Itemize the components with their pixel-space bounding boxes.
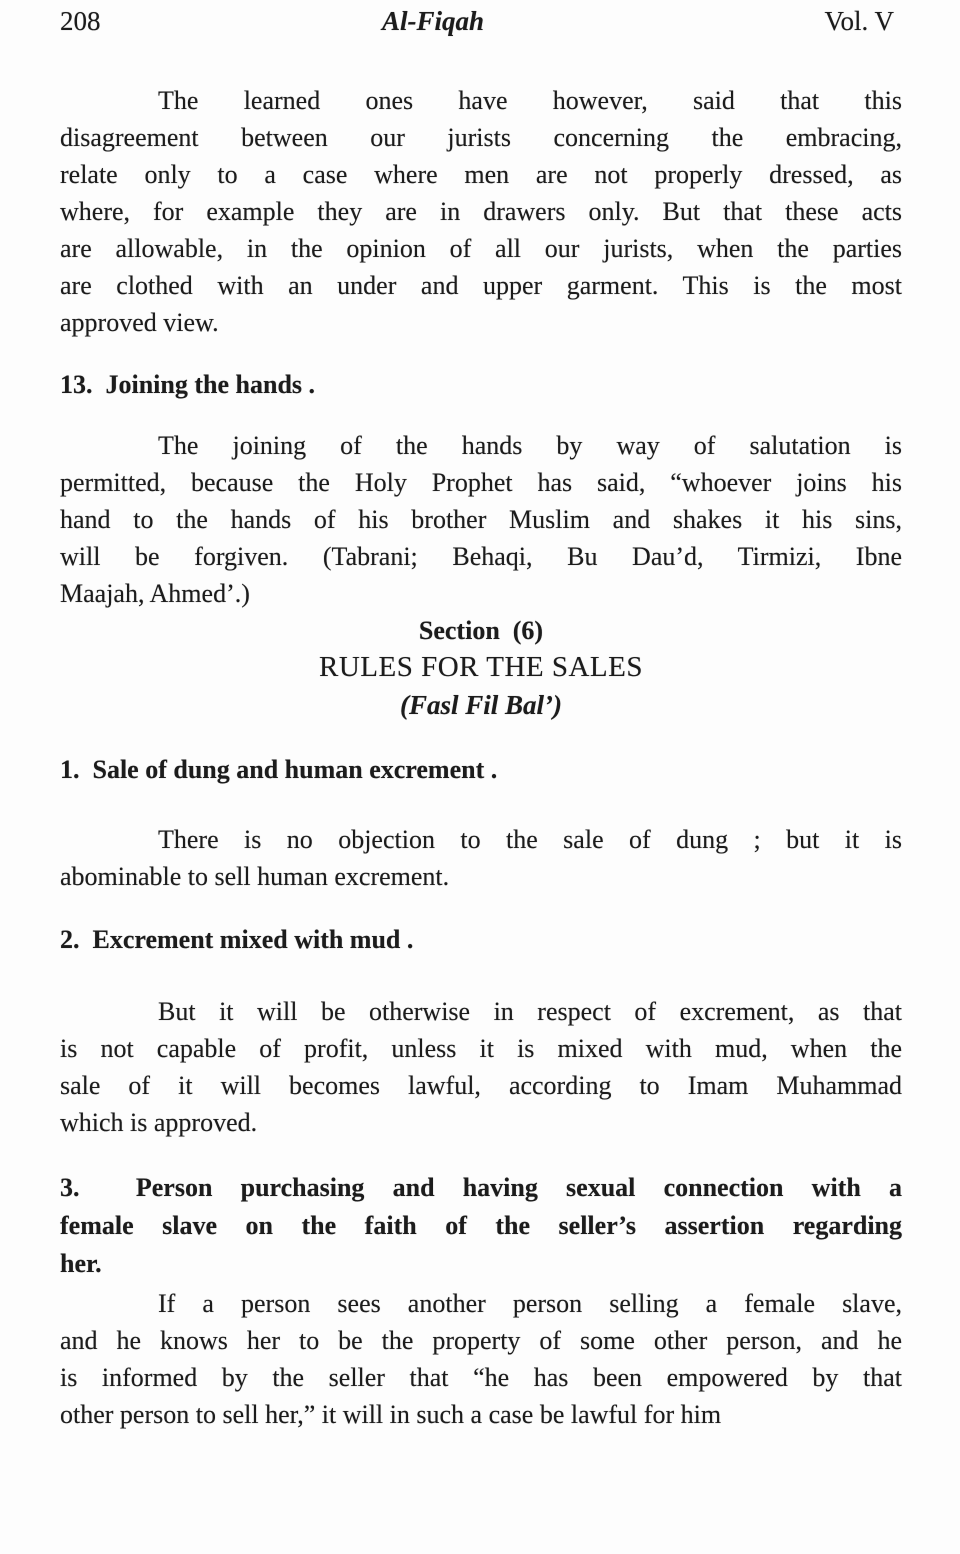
- text-line: will be forgiven. (Tabrani; Behaqi, Bu Dau’d, Tirmizi, Ibne: [60, 542, 902, 571]
- paragraph-joining-hands: [60, 427, 902, 612]
- section-heading-block: [60, 612, 902, 725]
- text-line: other person to sell her,” it will in such a case be lawful for him: [60, 1400, 722, 1429]
- text-line: hand to the hands of his brother Muslim and shakes it his sins,: [60, 505, 902, 534]
- section-title: RULES FOR THE SALES: [319, 651, 643, 683]
- running-title: Al-Fiqah: [381, 6, 485, 36]
- section-number: Section (6): [418, 616, 544, 645]
- heading-joining-hands: 13. Joining the hands .: [60, 370, 316, 399]
- text-line: female slave on the faith of the seller’s assertion regarding: [60, 1211, 902, 1240]
- text-line: approved view.: [60, 308, 219, 337]
- text-line: are clothed with an under and upper garment. This is the most: [60, 271, 902, 300]
- text-line: The joining of the hands by way of salutation is: [158, 431, 902, 460]
- text-line: which is approved.: [60, 1108, 258, 1137]
- paragraph-sale-of-dung: [60, 821, 902, 895]
- paragraph-person-purchasing: [60, 1285, 902, 1433]
- heading-excrement-mud: 2. Excrement mixed with mud .: [60, 925, 414, 954]
- text-line: But it will be otherwise in respect of excrement, as that: [158, 997, 902, 1026]
- page-header: [60, 6, 902, 36]
- text-line: is informed by the seller that “he has been empowered by that: [60, 1363, 902, 1392]
- section-subtitle: (Fasl Fil Bal’): [399, 690, 562, 720]
- text-line: Maajah, Ahmed’.): [60, 579, 250, 608]
- text-line: sale of it will becomes lawful, according to Imam Muhammad: [60, 1071, 902, 1100]
- text-line: and he knows her to be the property of some other person, and he: [60, 1326, 902, 1355]
- text-line: The learned ones have however, said that this: [158, 86, 902, 115]
- paragraph-excrement-mud: [60, 993, 902, 1141]
- text-line: abominable to sell human excrement.: [60, 862, 450, 891]
- text-line: her.: [60, 1249, 102, 1278]
- volume-label: Vol. V: [824, 6, 894, 36]
- text-line: permitted, because the Holy Prophet has said, “whoever joins his: [60, 468, 902, 497]
- text-line: If a person sees another person selling a female slave,: [158, 1289, 902, 1318]
- text-line: disagreement between our jurists concerning the embracing,: [60, 123, 902, 152]
- page-number: 208: [60, 6, 101, 36]
- text-line: relate only to a case where men are not properly dressed, as: [60, 160, 902, 189]
- paragraph-intro: [60, 82, 902, 341]
- text-line: are allowable, in the opinion of all our jurists, when the parties: [60, 234, 902, 263]
- text-line: There is no objection to the sale of dung ; but it is: [158, 825, 902, 854]
- heading-person-purchasing: [60, 1169, 902, 1283]
- heading-sale-of-dung: 1. Sale of dung and human excrement .: [60, 755, 498, 784]
- text-line: is not capable of profit, unless it is mixed with mud, when the: [60, 1034, 902, 1063]
- text-line: where, for example they are in drawers only. But that these acts: [60, 197, 902, 226]
- text-line: 3. Person purchasing and having sexual connection with a: [60, 1173, 902, 1202]
